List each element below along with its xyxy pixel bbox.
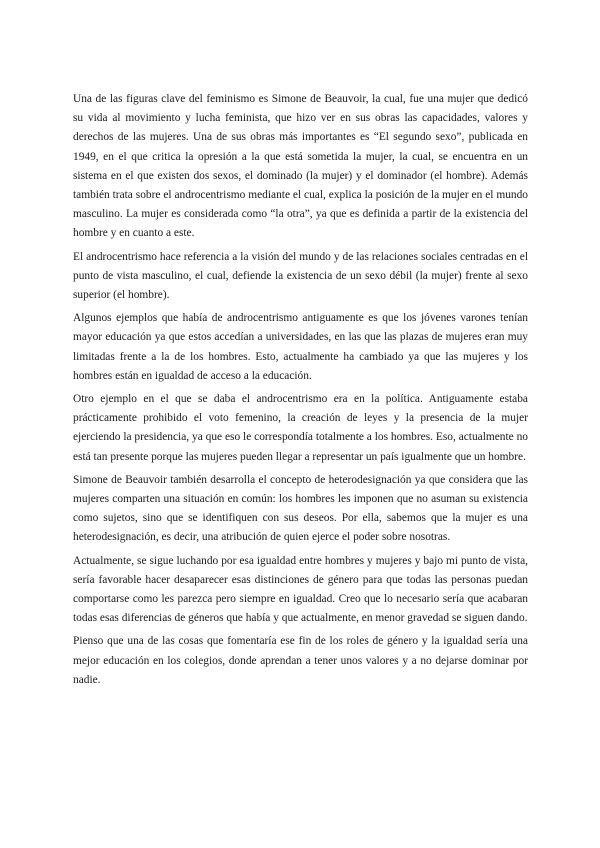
paragraph-equality-opinion: Actualmente, se sigue luchando por esa igualdad entre hombres y mujeres y bajo mi punto de vista, sería favorable hacer desaparecer esas distinciones de género para que todas las personas puedan comportarse como les parezca pero siempre en igualdad. Creo que lo necesario sería que acabaran todas esas diferencias de géneros que había y que actualmente, en menor gravedad se siguen dando. [73, 554, 528, 625]
document-body [73, 90, 528, 694]
paragraph-education-conclusion: Pienso que una de las cosas que fomentaría ese fin de los roles de género y la igualdad sería una mejor educación en los colegios, donde aprendan a tener unos valores y a no dejarse dominar por nadie. [73, 635, 528, 686]
paragraph-education-example: Algunos ejemplos que había de androcentrismo antiguamente es que los jóvenes varones tenían mayor educación ya que estos accedían a universidades, en las que las plazas de mujeres eran muy limitadas frente a la de los hombres. Esto, actualmente ha cambiado ya que las mujeres y los hombres están en igualdad de acceso a la educación. [73, 312, 528, 382]
paragraph-androcentrismo-definition: El androcentrismo hace referencia a la visión del mundo y de las relaciones sociales centradas en el punto de vista masculino, el cual, defiende la existencia de un sexo débil (la mujer) frente al sexo superior (el hombre). [73, 250, 528, 302]
paragraph-beauvoir-intro: Una de las figuras clave del feminismo es Simone de Beauvoir, la cual, fue una mujer que dedicó su vida al movimiento y lucha feminista, que hizo ver en sus obras las capacidades, valores y derechos de las mujeres. Una de sus obras más importantes es “El segundo sexo”, publicada en 1949, en el que critica la opresión a la que está sometida la mujer, la cual, se encuentra en un sistema en el que existen dos sexos, el dominado (la mujer) y el dominador (el hombre). Además también trata sobre el androcentrismo mediante el cual, explica la posición de la mujer en el mundo masculino. La mujer es considerada como “la otra”, ya que es definida a partir de la existencia del hombre y en cuanto a este. [73, 93, 528, 240]
paragraph-heterodesignacion: Simone de Beauvoir también desarrolla el concepto de heterodesignación ya que considera que las mujeres comparten una situación en común: los hombres les imponen que no asuman su existencia como sujetos, sino que se identifiquen con sus deseos. Por ella, sabemos que la mujer es una heterodesignación, es decir, una atribución de quien ejerce el poder sobre nosotras. [73, 473, 528, 544]
paragraph-politics-example: Otro ejemplo en el que se daba el androcentrismo era en la política. Antiguamente estaba prácticamente prohibido el voto femenino, la creación de leyes y la presencia de la mujer ejerciendo la presidencia, ya que eso le correspondía totalmente a los hombres. Eso, actualmente no está tan presente porque las mujeres pueden llegar a representar un país igualmente que un hombre. [73, 393, 528, 463]
